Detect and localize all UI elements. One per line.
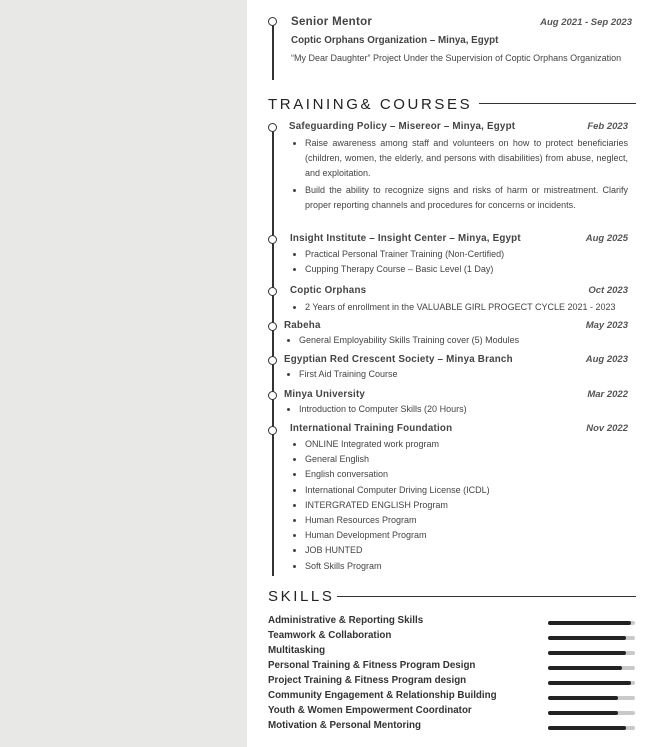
list-item: ONLINE Integrated work program (291, 437, 628, 452)
skill-level-bar (548, 726, 635, 730)
skill-name: Administrative & Reporting Skills (268, 615, 424, 626)
training-dot-3 (268, 322, 277, 331)
experience-timeline-dot (268, 17, 277, 26)
training-entry-title: International Training Foundation (290, 423, 453, 434)
list-item: Practical Personal Trainer Training (Non-Certified) (291, 247, 628, 262)
training-entry-title: Rabeha (284, 320, 321, 331)
training-entry-bullets (291, 300, 636, 315)
skill-name: Project Training & Fitness Program design (268, 675, 467, 686)
training-entry-date: Feb 2023 (587, 121, 628, 132)
skill-level-fill (548, 666, 622, 670)
skill-level-fill (548, 636, 626, 640)
experience-description: “My Dear Daughter” Project Under the Supervision of Coptic Orphans Organization (291, 53, 622, 63)
skill-level-bar (548, 651, 635, 655)
training-heading: TRAINING& COURSES (268, 96, 473, 113)
training-heading-rule (479, 103, 636, 104)
list-item: General Employability Skills Training cover (5) Modules (285, 333, 628, 348)
skill-level-bar (548, 696, 635, 700)
list-item: Cupping Therapy Course – Basic Level (1 Day) (291, 262, 628, 277)
skill-name: Motivation & Personal Mentoring (268, 720, 421, 731)
training-entry-title: Insight Institute – Insight Center – Minya, Egypt (290, 233, 521, 244)
skill-level-fill (548, 726, 626, 730)
skill-level-fill (548, 681, 631, 685)
skill-name: Multitasking (268, 645, 326, 656)
list-item: English conversation (291, 467, 628, 482)
skill-level-fill (548, 621, 631, 625)
training-entry-date: Aug 2025 (585, 233, 628, 244)
list-item: General English (291, 452, 628, 467)
list-item: JOB HUNTED (291, 543, 628, 558)
training-dot-0 (268, 123, 277, 132)
experience-org: Coptic Orphans Organization – Minya, Egypt (291, 35, 499, 46)
training-entry-date: May 2023 (585, 320, 628, 331)
skill-level-fill (548, 651, 626, 655)
training-entry-title: Egyptian Red Crescent Society – Minya Branch (284, 354, 513, 365)
list-item: Soft Skills Program (291, 559, 628, 574)
training-dot-6 (268, 426, 277, 435)
list-item: INTERGRATED ENGLISH Program (291, 498, 628, 513)
skill-level-bar (548, 636, 635, 640)
training-entry-date: Aug 2023 (585, 354, 628, 365)
training-entry-date: Oct 2023 (588, 285, 628, 296)
experience-title: Senior Mentor (291, 16, 373, 28)
list-item: Raise awareness among staff and volunteers on how to protect beneficiaries (children, women, the elderly, and persons with disabilities) from abuse, neglect, and exploitation. (291, 136, 628, 182)
training-entry-bullets (291, 247, 628, 277)
skill-level-bar (548, 666, 635, 670)
training-dot-5 (268, 391, 277, 400)
training-timeline-line (272, 128, 274, 576)
training-dot-2 (268, 287, 277, 296)
training-entry-title: Coptic Orphans (290, 285, 367, 296)
skill-level-fill (548, 711, 618, 715)
skill-name: Personal Training & Fitness Program Design (268, 660, 476, 671)
training-dot-1 (268, 235, 277, 244)
skill-name: Youth & Women Empowerment Coordinator (268, 705, 472, 716)
training-entry-bullets (285, 333, 628, 348)
skill-level-bar (548, 621, 635, 625)
skill-name: Community Engagement & Relationship Building (268, 690, 497, 701)
training-entry-title: Minya University (284, 389, 366, 400)
training-entry-bullets (285, 402, 628, 417)
list-item: International Computer Driving License (ICDL) (291, 483, 628, 498)
skills-heading: SKILLS (268, 588, 335, 605)
list-item: Human Development Program (291, 528, 628, 543)
list-item: Human Resources Program (291, 513, 628, 528)
training-entry-title: Safeguarding Policy – Misereor – Minya, Egypt (289, 121, 516, 132)
experience-timeline-line (272, 18, 274, 80)
list-item: 2 Years of enrollment in the VALUABLE GIRL PROGECT CYCLE 2021 - 2023 (291, 300, 636, 315)
skill-name: Teamwork & Collaboration (268, 630, 392, 641)
experience-date: Aug 2021 - Sep 2023 (540, 17, 632, 28)
list-item: First Aid Training Course (285, 367, 628, 382)
list-item: Introduction to Computer Skills (20 Hours) (285, 402, 628, 417)
skill-level-fill (548, 696, 618, 700)
training-entry-bullets (291, 136, 628, 213)
skill-level-bar (548, 711, 635, 715)
training-dot-4 (268, 356, 277, 365)
left-sidebar (0, 0, 247, 747)
training-entry-bullets (291, 437, 628, 574)
training-entry-date: Mar 2022 (587, 389, 628, 400)
training-entry-bullets (285, 367, 628, 382)
skills-heading-rule (337, 596, 636, 597)
training-entry-date: Nov 2022 (586, 423, 628, 434)
list-item: Build the ability to recognize signs and risks of harm or mistreatment. Clarify proper reporting channels and procedures for concerns or incidents. (291, 183, 628, 213)
skill-level-bar (548, 681, 635, 685)
